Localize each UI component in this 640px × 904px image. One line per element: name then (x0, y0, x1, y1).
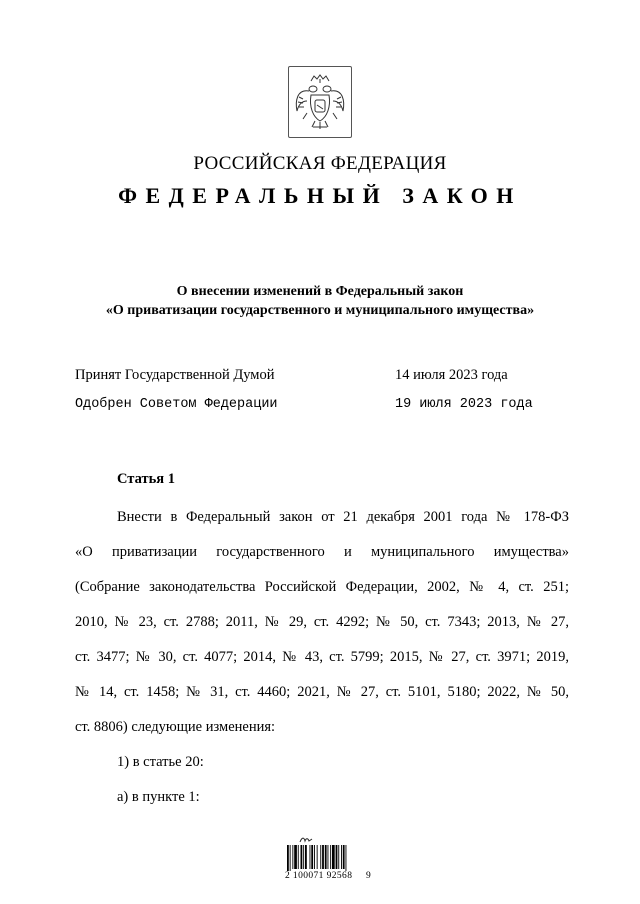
duma-date: 14 июля 2023 года (395, 367, 508, 383)
barcode-bar (322, 845, 324, 869)
barcode-bar (305, 845, 307, 869)
law-title (0, 282, 640, 320)
barcode-bar (301, 845, 303, 869)
article-line: ст. 3477; № 30, ст. 4077; 2014, № 43, ст. 5799; 2015, № 27, ст. 3971; 2019, (75, 649, 569, 665)
barcode-bar (298, 845, 299, 869)
barcode-bar (330, 845, 331, 869)
barcode-bar (292, 845, 293, 869)
barcode-check-digit: 9 (366, 871, 371, 881)
adoption-council-row (75, 397, 545, 412)
article-line: (Собрание законодательства Российской Федерации, 2002, № 4, ст. 251; (75, 579, 569, 595)
article-line: ст. 8806) следующие изменения: (75, 719, 276, 735)
council-label: Одобрен Советом Федерации (75, 397, 278, 412)
list-item: 1) в статье 20: (117, 754, 204, 770)
barcode-bar (314, 845, 315, 869)
coat-of-arms-icon (288, 66, 352, 138)
article-line: «О приватизации государственного и муниципального имущества» (75, 544, 569, 560)
council-date: 19 июля 2023 года (395, 397, 533, 412)
barcode-bar (311, 845, 313, 869)
barcode-bar (328, 845, 329, 869)
barcode-bar (336, 845, 338, 869)
list-item: а) в пункте 1: (117, 789, 200, 805)
barcode-bar (343, 845, 345, 869)
barcode-bar (325, 845, 327, 869)
article-line: 2010, № 23, ст. 2788; 2011, № 29, ст. 4292; № 50, ст. 7343; 2013, № 27, (75, 614, 569, 630)
barcode-bar (294, 845, 297, 869)
barcode-bar (310, 845, 311, 869)
country-name: РОССИЙСКАЯ ФЕДЕРАЦИЯ (193, 153, 447, 174)
article-body (75, 500, 569, 815)
article-heading: Статья 1 (117, 471, 175, 487)
barcode-bar (341, 845, 342, 869)
adoption-duma-row (75, 367, 545, 384)
article-line: Внести в Федеральный закон от 21 декабря 2001 года № 178-ФЗ (117, 509, 569, 525)
barcode-bar (338, 845, 339, 869)
barcode-number: 2 100071 92568 (285, 871, 353, 881)
article-line: № 14, ст. 1458; № 31, ст. 4460; 2021, № 27, ст. 5101, 5180; 2022, № 50, (75, 684, 569, 700)
barcode-bar (346, 845, 347, 871)
law-title-line-1: О внесении изменений в Федеральный закон (176, 284, 464, 299)
barcode-bar (317, 845, 318, 869)
barcode-bar (290, 845, 291, 871)
emblem-drawing (289, 67, 351, 137)
signature-mark-icon (299, 836, 313, 844)
law-title-line-2: «О приватизации государственного и муниципального имущества» (105, 303, 535, 318)
barcode-bar (332, 845, 335, 869)
barcode-bar (287, 845, 289, 871)
barcode-bar (320, 845, 321, 869)
document-type: ФЕДЕРАЛЬНЫЙ ЗАКОН (118, 183, 522, 208)
duma-label: Принят Государственной Думой (75, 367, 275, 383)
barcode-bar (303, 845, 304, 869)
